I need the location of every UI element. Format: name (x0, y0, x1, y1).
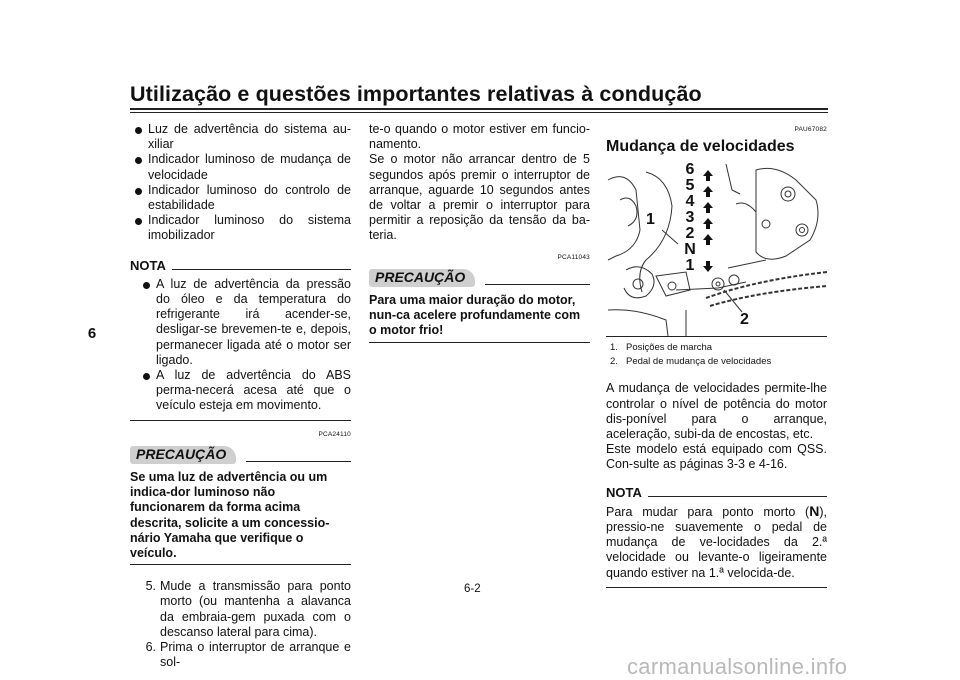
step-item: 5. Mude a transmissão para ponto morto (ou mantenha a alavanca da embraia-gem puxada com o descanso lateral para cima). (145, 579, 351, 639)
section-code: PAU67082 (794, 126, 827, 133)
watermark: carmanualsonline.info (627, 654, 848, 679)
gear-label: 4 (685, 193, 695, 211)
gear-label: 3 (685, 209, 695, 227)
column-1 (130, 122, 351, 671)
gear-positions (682, 162, 698, 274)
page-number: 6-2 (464, 583, 481, 595)
figure-caption (606, 341, 827, 369)
note-text: Para mudar para ponto morto (N), pressio-ne suavemente o pedal de mudança de ve-locidades da 2.ª velocidade ou levante-o ligeiramente quando estiver na 1.ª velocida-de. (606, 502, 827, 580)
column-3 (606, 122, 827, 588)
caution-label: PRECAUÇÃO (369, 269, 475, 287)
caution-label: PRECAUÇÃO (130, 446, 236, 464)
caption-item: 2. Pedal de mudança de velocidades (610, 356, 772, 368)
gear-label: 6 (685, 161, 695, 179)
title-rule-thin (130, 112, 828, 113)
gear-shift-figure (606, 160, 827, 337)
gear-label: 5 (685, 177, 695, 195)
bullet-item: Indicador luminoso do sistema imobilizador (130, 213, 351, 243)
gear-label: 2 (685, 225, 695, 243)
callout-2: 2 (740, 311, 749, 329)
caution-code: PCA11043 (557, 253, 590, 261)
restart-paragraph: Se o motor não arrancar dentro de 5 segundos após premir o interruptor de arranque, aguarde 10 segundos antes de voltar a premir o interruptor para permitir a reposição da tensão da ba-teria. (369, 152, 590, 243)
caption-item: 1. Posições de marcha (610, 342, 713, 354)
callout-1: 1 (646, 211, 655, 229)
caution-text: Para uma maior duração do motor, nun-ca acelere profundamente com o motor frio! (369, 293, 590, 343)
note-body (130, 277, 351, 414)
note-bullet: A luz de advertência do ABS perma-necerá acesa até que o veículo esteja em movimento. (138, 368, 351, 414)
caution-code: PCA24110 (318, 430, 351, 438)
step-item: 6. Prima o interruptor de arranque e sol- (145, 640, 351, 670)
note-end-rule (130, 420, 351, 421)
gear-pedal-illustration (606, 160, 827, 336)
page-title: Utilização e questões importantes relativas à condução (130, 82, 702, 106)
bullet-item: Luz de advertência do sistema au-xiliar (130, 122, 351, 152)
bullet-item: Indicador luminoso do controlo de estabilidade (130, 183, 351, 213)
shift-paragraph: A mudança de velocidades permite-lhe controlar o nível de potência do motor dis-ponível para o arranque, aceleração, subi-da de encostas, etc. (606, 381, 827, 442)
note-end-rule (606, 587, 827, 588)
note-heading: NOTA (130, 258, 351, 273)
caution-text: Se uma luz de advertência ou um indica-dor luminoso não funcionarem da forma acima descrita, solicite a um concessio-nário Yamaha que verifique o veículo. (130, 470, 351, 565)
chapter-tab: 6 (87, 325, 97, 342)
caution-heading (130, 446, 351, 464)
bullet-item: Indicador luminoso de mudança de velocidade (130, 152, 351, 182)
column-2 (369, 122, 590, 343)
title-rule (130, 108, 828, 110)
gear-label: N (684, 241, 696, 259)
steps-list (130, 579, 351, 670)
note-bullet: A luz de advertência da pressão do óleo e da temperatura do refrigerante irá acender-se, desligar-se brevemen-te e, depois, permanecer ligada até o motor ser ligado. (138, 277, 351, 368)
gear-label: 1 (685, 257, 695, 275)
qss-paragraph: Este modelo está equipado com QSS. Con-sulte as páginas 3-3 e 4-16. (606, 442, 827, 472)
neutral-symbol: N (809, 502, 820, 519)
section-title: Mudança de velocidades (606, 138, 795, 156)
note-heading: NOTA (606, 485, 827, 500)
caution-heading (369, 269, 590, 287)
continued-text: te-o quando o motor estiver em funcio-namento. (369, 122, 590, 152)
